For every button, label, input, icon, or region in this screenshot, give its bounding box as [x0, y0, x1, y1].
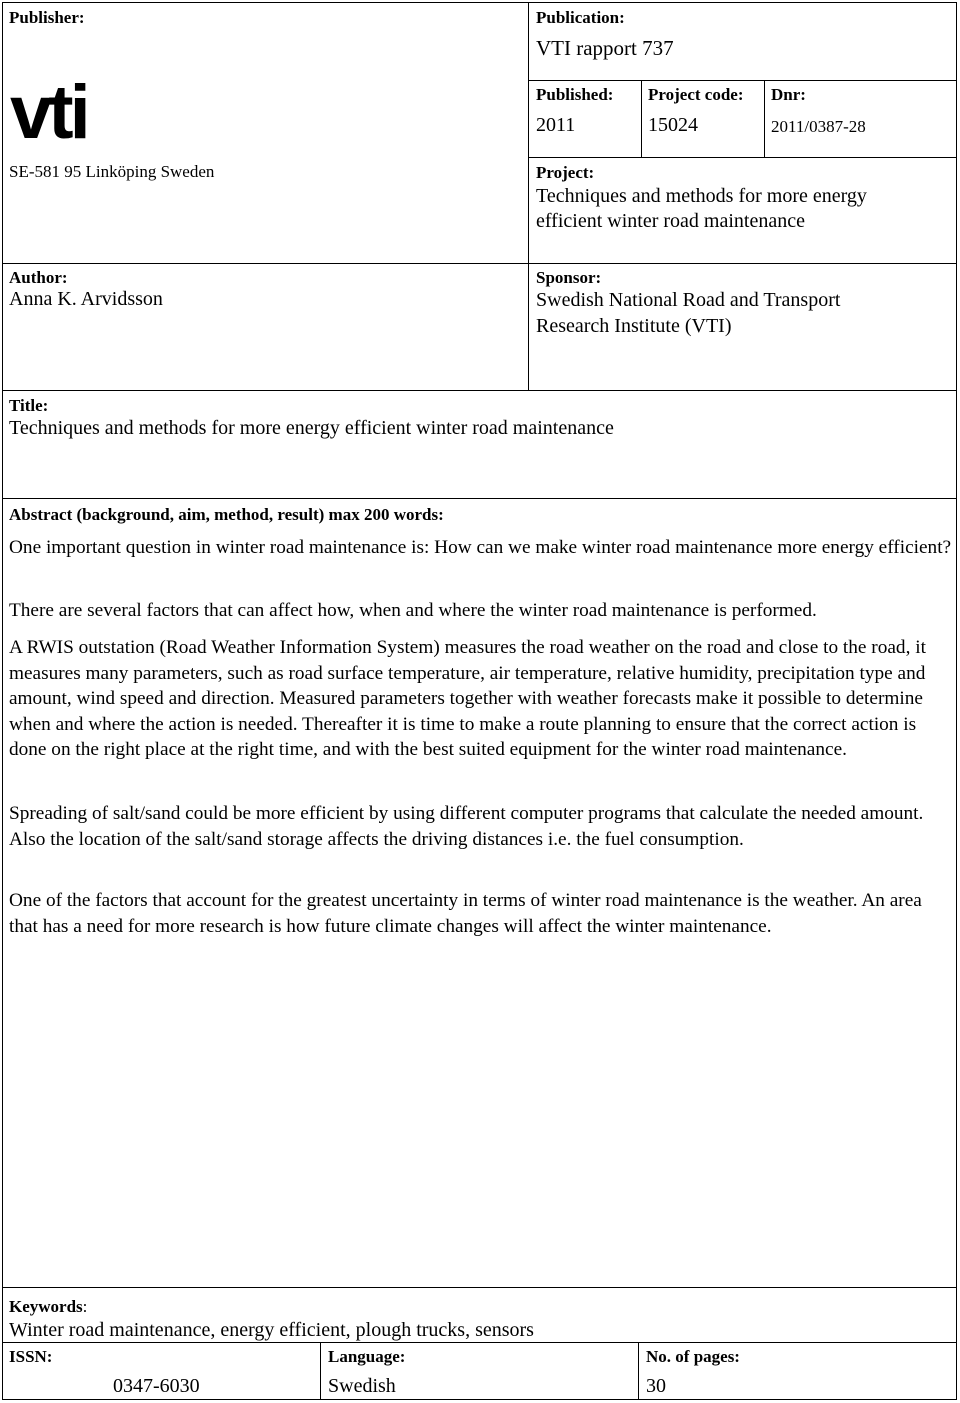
- keywords-label: Keywords: [9, 1297, 83, 1316]
- published-value: 2011: [536, 114, 576, 136]
- divider: [2, 1342, 957, 1343]
- publication-value: VTI rapport 737: [536, 36, 674, 60]
- project-line-1: Techniques and methods for more energy: [536, 185, 867, 207]
- abstract-paragraph: There are several factors that can affect how, when and where the winter road maintenance is performed.: [9, 600, 817, 621]
- project-code-label: Project code:: [648, 85, 744, 104]
- project-label: Project:: [536, 163, 595, 182]
- divider: [528, 2, 529, 391]
- sponsor-label: Sponsor:: [536, 268, 602, 287]
- abstract-label: Abstract (background, aim, method, result) max 200 words:: [9, 505, 444, 524]
- divider: [528, 80, 957, 81]
- language-value: Swedish: [328, 1375, 396, 1397]
- project-code-value: 15024: [648, 114, 698, 136]
- published-label: Published:: [536, 85, 614, 104]
- keywords-label-group: [9, 1297, 87, 1317]
- abstract-paragraph: One important question in winter road maintenance is: How can we make winter road maintenance more energy efficient?: [9, 537, 952, 558]
- title-label: Title:: [9, 396, 49, 415]
- divider: [641, 80, 642, 158]
- pages-value: 30: [646, 1375, 666, 1397]
- abstract-paragraph: One of the factors that account for the greatest uncertainty in terms of winter road maintenance is the weather. An area that has a need for more research is how future climate changes will affect the winter maintenance.: [9, 890, 922, 937]
- publisher-label: Publisher:: [9, 8, 85, 27]
- abstract-paragraph: Spreading of salt/sand could be more efficient by using different computer programs that calculate the needed amount. Also the location of the salt/sand storage affects the driving distances i.e. the fuel consumption.: [9, 803, 924, 850]
- pages-label: No. of pages:: [646, 1347, 740, 1366]
- author-label: Author:: [9, 268, 68, 287]
- project-line-2: efficient winter road maintenance: [536, 210, 805, 232]
- dnr-value: 2011/0387-28: [771, 117, 866, 136]
- dnr-label: Dnr:: [771, 85, 806, 104]
- divider: [528, 157, 957, 158]
- divider: [2, 1287, 957, 1288]
- divider: [638, 1342, 639, 1400]
- divider: [2, 263, 957, 264]
- keywords-colon: :: [82, 1297, 88, 1316]
- divider: [2, 390, 957, 391]
- vti-logo-text: vti: [10, 82, 87, 142]
- title-value: Techniques and methods for more energy efficient winter road maintenance: [9, 417, 614, 439]
- divider: [764, 80, 765, 158]
- divider: [320, 1342, 321, 1400]
- sponsor-line-1: Swedish National Road and Transport: [536, 289, 841, 311]
- vti-logo: [10, 82, 96, 142]
- keywords-value: Winter road maintenance, energy efficient, plough trucks, sensors: [9, 1319, 534, 1341]
- issn-label: ISSN:: [9, 1347, 53, 1366]
- publisher-address: SE-581 95 Linköping Sweden: [9, 162, 215, 181]
- abstract-paragraph: A RWIS outstation (Road Weather Information System) measures the road weather on the road and close to the road, it measures many parameters, such as road surface temperature, air temperature, relative humidity, precipitation type and amount, wind speed and direction. Measured parameters together with weather forecasts make it possible to determine when and where the action is needed. Thereafter it is time to make a route planning to ensure that the correct action is done on the right place at the right time, and with the best suited equipment for the winter road maintenance.: [9, 637, 926, 760]
- divider: [2, 498, 957, 499]
- publication-label: Publication:: [536, 8, 625, 27]
- issn-value: 0347-6030: [113, 1375, 200, 1397]
- author-value: Anna K. Arvidsson: [9, 288, 163, 310]
- language-label: Language:: [328, 1347, 406, 1366]
- sponsor-line-2: Research Institute (VTI): [536, 315, 732, 337]
